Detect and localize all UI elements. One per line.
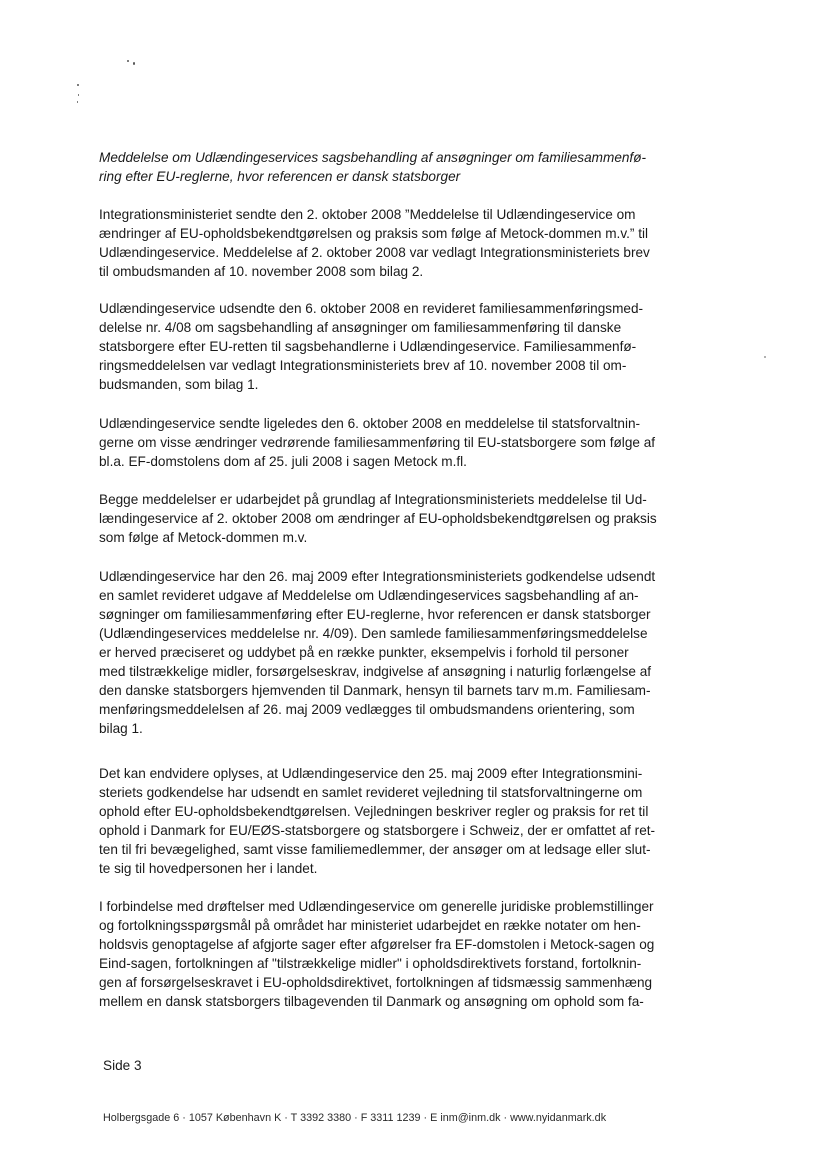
text-line: søgninger om familiesammenføring efter EU-reglerne, hvor referencen er dansk statsborger: [99, 607, 651, 622]
text-line: til ombudsmanden af 10. november 2008 som bilag 2.: [99, 264, 424, 279]
paragraph-5: [99, 567, 689, 738]
page-number: Side 3: [103, 1058, 142, 1073]
text-line: Udlændingeservice. Meddelelse af 2. oktober 2008 var vedlagt Integrationsministeriets brev: [99, 245, 650, 260]
heading-line: ring efter EU-reglerne, hvor referencen er dansk statsborger: [99, 169, 461, 184]
text-line: lændingeservice af 2. oktober 2008 om ændringer af EU-opholdsbekendtgørelsen og praksis: [99, 511, 657, 526]
text-line: ophold efter EU-opholdsbekendtgørelsen. Vejledningen beskriver regler og praksis for ret til: [99, 804, 649, 819]
text-line: Det kan endvidere oplyses, at Udlændingeservice den 25. maj 2009 efter Integrationsmini-: [99, 766, 643, 781]
text-line: statsborgere efter EU-retten til sagsbehandlerne i Udlændingeservice. Familiesammenfø-: [99, 339, 637, 354]
text-line: bl.a. EF-domstolens dom af 25. juli 2008 i sagen Metock m.fl.: [99, 454, 467, 469]
text-line: gerne om visse ændringer vedrørende familiesammenføring til EU-statsborgere som følge af: [99, 435, 656, 450]
heading-line: Meddelelse om Udlændingeservices sagsbehandling af ansøgninger om familiesammenfø-: [99, 150, 647, 165]
paragraph-1: [99, 205, 689, 281]
text-line: ten til fri bevægelighed, samt visse familiemedlemmer, der ansøger om at ledsage eller slut-: [99, 842, 651, 857]
paragraph-7: [99, 897, 689, 1011]
text-line: Begge meddelelser er udarbejdet på grundlag af Integrationsministeriets meddelelse til Ud-: [99, 492, 647, 507]
text-line: bilag 1.: [99, 721, 143, 736]
scan-speck: [133, 62, 135, 65]
scan-speck: [77, 84, 79, 86]
text-line: er herved præciseret og uddybet på en række punkter, eksempelvis i forhold til personer: [99, 645, 629, 660]
paragraph-4: [99, 490, 689, 547]
scan-speck: [764, 356, 766, 358]
text-line: steriets godkendelse har udsendt en samlet revideret vejledning til statsforvaltningerne om: [99, 785, 643, 800]
text-line: Eind-sagen, fortolkningen af "tilstrækkelige midler" i opholdsdirektivets forstand, fortolknin-: [99, 956, 642, 971]
text-line: mellem en dansk statsborgers tilbagevenden til Danmark og ansøgning om ophold som fa-: [99, 994, 644, 1009]
scan-speck: [78, 94, 79, 96]
text-line: Udlændingeservice udsendte den 6. oktober 2008 en revideret familiesammenføringsmed-: [99, 301, 644, 316]
text-line: (Udlændingeservices meddelelse nr. 4/09). Den samlede familiesammenføringsmeddelelse: [99, 626, 648, 641]
text-line: te sig til hovedpersonen her i landet.: [99, 861, 318, 876]
scan-speck: [127, 60, 129, 62]
scan-speck: [77, 101, 78, 103]
paragraph-6: [99, 764, 689, 878]
text-line: Udlændingeservice har den 26. maj 2009 efter Integrationsministeriets godkendelse udsendt: [99, 569, 656, 584]
text-line: budsmanden, som bilag 1.: [99, 377, 259, 392]
text-line: gen af forsørgelseskravet i EU-opholdsdirektivet, fortolkningen af tidsmæssig sammenhæng: [99, 975, 653, 990]
text-line: holdsvis genoptagelse af afgjorte sager efter afgørelser fra EF-domstolen i Metock-sagen og: [99, 937, 655, 952]
text-line: den danske statsborgers hjemvenden til Danmark, hensyn til barnets tarv m.m. Familiesam-: [99, 683, 651, 698]
paragraph-3: [99, 414, 689, 471]
text-line: Udlændingeservice sendte ligeledes den 6. oktober 2008 en meddelelse til statsforvaltnin-: [99, 416, 641, 431]
footer-contact: Holbergsgade 6 · 1057 København K · T 3392 3380 · F 3311 1239 · E inm@inm.dk · www.nyidanmark.dk: [103, 1112, 607, 1124]
text-line: som følge af Metock-dommen m.v.: [99, 530, 308, 545]
text-line: ændringer af EU-opholdsbekendtgørelsen og praksis som følge af Metock-dommen m.v.” til: [99, 226, 649, 241]
text-line: og fortolkningsspørgsmål på området har ministeriet udarbejdet en række notater om hen-: [99, 918, 641, 933]
text-line: menføringsmeddelelsen af 26. maj 2009 vedlægges til ombudsmandens orientering, som: [99, 702, 635, 717]
text-line: delelse nr. 4/08 om sagsbehandling af ansøgninger om familiesammenføring til danske: [99, 320, 622, 335]
text-line: en samlet revideret udgave af Meddelelse om Udlændingeservices sagsbehandling af an-: [99, 588, 639, 603]
text-line: med tilstrækkelige midler, forsørgelseskrav, indgivelse af ansøgning i naturlig forlængelse af: [99, 664, 652, 679]
document-heading: [99, 148, 669, 186]
text-line: I forbindelse med drøftelser med Udlændingeservice om generelle juridiske problemstillinger: [99, 899, 654, 914]
paragraph-2: [99, 299, 689, 394]
text-line: ringsmeddelelsen var vedlagt Integrationsministeriets brev af 10. november 2008 til om-: [99, 358, 627, 373]
text-line: ophold i Danmark for EU/EØS-statsborgere og statsborgere i Schweiz, der er omfattet af ret-: [99, 823, 656, 838]
text-line: Integrationsministeriet sendte den 2. oktober 2008 ”Meddelelse til Udlændingeservice om: [99, 207, 636, 222]
